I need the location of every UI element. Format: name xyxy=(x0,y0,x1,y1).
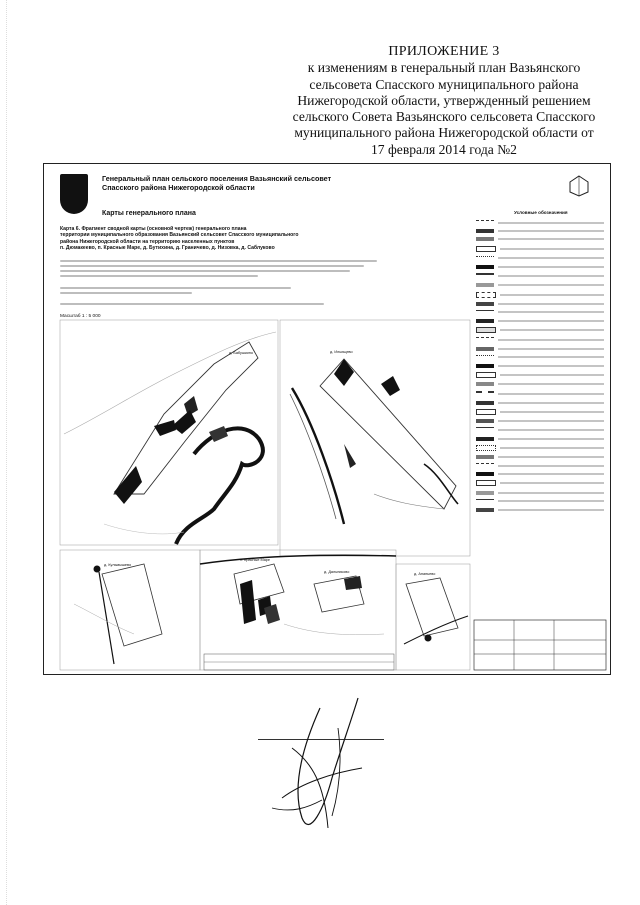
appendix-line: муниципального района Нижегородской области от xyxy=(294,125,594,141)
handwritten-signature xyxy=(262,688,372,838)
place-label: д. Дальниково xyxy=(324,570,350,574)
place-label: д. Ильищево xyxy=(330,350,353,354)
legend-title: Условные обозначения xyxy=(514,210,568,215)
place-label: д. Бабушкино xyxy=(229,351,253,355)
card-line: территории муниципального образования Вазьянский сельсовет Спасского муниципального xyxy=(60,232,299,239)
card-line: п. Дюмакеево, п. Красные Маре, д. Бутихина, д. Граничево, д. Низовка, д. Саблуково xyxy=(60,245,275,252)
stamp-table xyxy=(474,620,606,670)
sheet-title-line: Спасского района Нижегородской области xyxy=(102,183,255,192)
map-fragment-kulmyshevo xyxy=(60,550,200,670)
map-fragment-dalnikovo xyxy=(396,564,470,670)
appendix-line: сельского Совета Вазьянского сельсовета Спасского xyxy=(292,109,596,125)
card-line: района Нижегородской области на территорию населенных пунктов xyxy=(60,238,235,245)
place-label: д. Ананьево xyxy=(414,572,436,576)
appendix-line: Нижегородской области, утвержденный решением xyxy=(297,92,591,108)
scale-label: Масштаб 1 : 5 000 xyxy=(60,314,101,319)
appendix-line: 17 февраля 2014 года №2 xyxy=(371,141,517,157)
appendix-title: ПРИЛОЖЕНИЕ 3 xyxy=(388,44,500,59)
map-fragments xyxy=(44,164,610,674)
scan-edge xyxy=(6,0,7,905)
general-plan-sheet xyxy=(43,163,611,675)
map-title: Карты генерального плана xyxy=(102,210,196,217)
card-line: Карта 6. Фрагмент сводной карты (основной чертеж) генерального плана xyxy=(60,226,247,232)
sheet-title-line: Генеральный план сельского поселения Вазьянский сельсовет xyxy=(102,174,332,183)
map-fragment-krasnye-mare xyxy=(200,550,396,670)
fragment-legend-table xyxy=(204,654,394,670)
place-label: д. Кульмышево xyxy=(104,563,132,567)
appendix-line: к изменениям в генеральный план Вазьянского xyxy=(307,60,581,76)
appendix-line: сельсовета Спасского муниципального района xyxy=(309,76,579,92)
appendix-header xyxy=(284,44,604,158)
map-fragment-ilyishevo xyxy=(280,320,470,556)
place-label: п. Красные Маре xyxy=(240,558,271,562)
